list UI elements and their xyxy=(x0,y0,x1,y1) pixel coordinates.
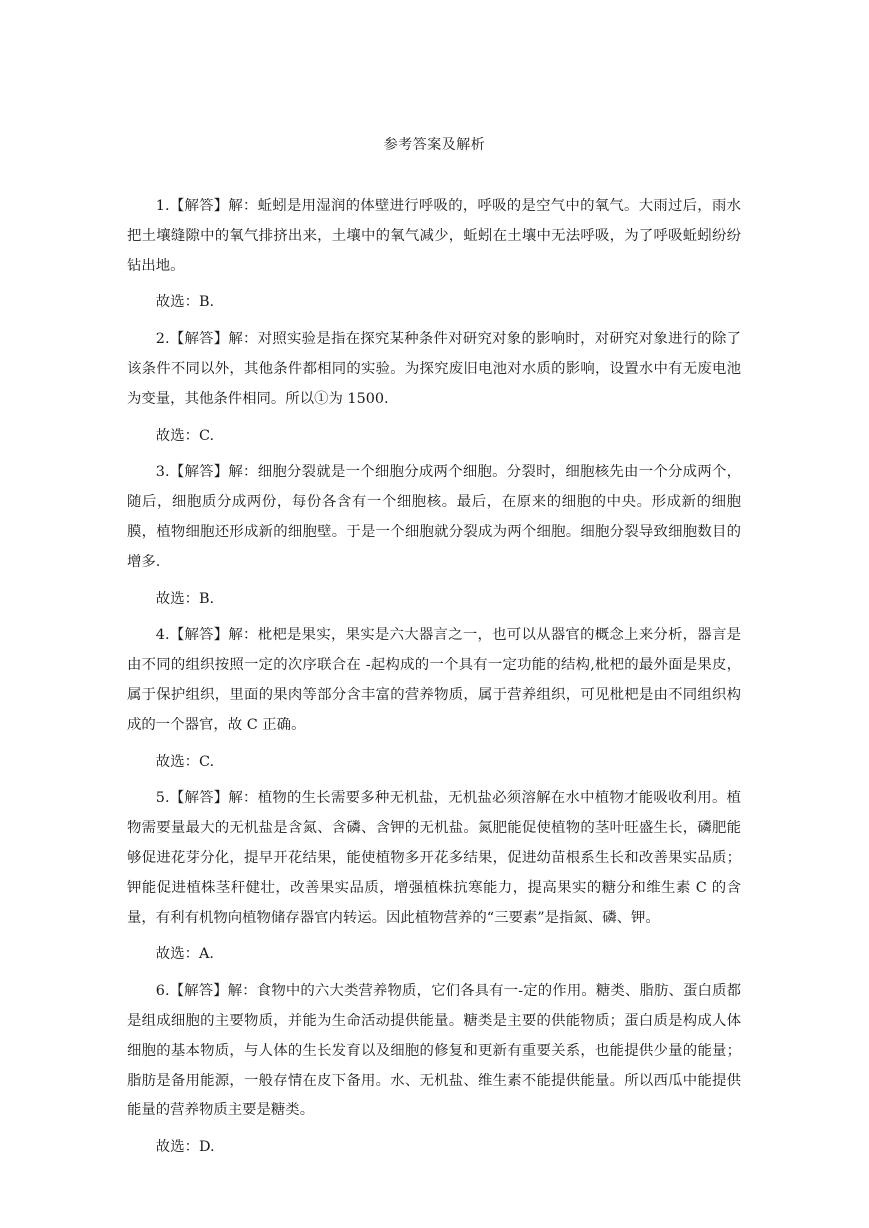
answer-3-explanation: 3.【解答】解：细胞分裂就是一个细胞分成两个细胞。分裂时，细胞核先由一个分成两个，随后，细胞质分成两份，每份各含有一个细胞核。最后，在原来的细胞的中央。形成新的细胞膜，植物细胞还形成新的细胞壁。于是一个细胞就分裂成为两个细胞。细胞分裂导致细胞数目的增多. xyxy=(127,464,741,570)
answer-2-choice: 故选：C. xyxy=(155,427,215,444)
answer-2-explanation: 2.【解答】解：对照实验是指在探究某种条件对研究对象的影响时，对研究对象进行的除了该条件不同以外，其他条件都相同的实验。为探究废旧电池对水质的影响，设置水中有无废电池为变量，其他条件相同。所以①为 1500. xyxy=(127,331,741,407)
answer-3-choice: 故选：B. xyxy=(155,590,215,607)
page-title: 参考答案及解析 xyxy=(383,137,486,153)
answer-4-choice: 故选：C. xyxy=(155,753,215,770)
answer-6-explanation: 6.【解答】解：食物中的六大类营养物质，它们各具有一-定的作用。糖类、脂肪、蛋白质都是组成细胞的主要物质，并能为生命活动提供能量。糖类是主要的供能物质；蛋白质是构成人体细胞的基本物质，与人体的生长发育以及细胞的修复和更新有重要关系，也能提供少量的能量；脂肪是备用能源，一般存情在皮下备用。水、无机盐、维生素不能提供能量。所以西瓜中能提供能量的营养物质主要是糖类。 xyxy=(127,983,741,1119)
answer-5-choice: 故选：A. xyxy=(155,946,214,963)
answers-section xyxy=(127,192,741,1170)
answer-5-explanation: 5.【解答】解：植物的生长需要多种无机盐，无机盐必须溶解在水中植物才能吸收利用。植物需要量最大的无机盐是含氮、含磷、含钾的无机盐。氮肥能促使植物的茎叶旺盛生长，磷肥能够促进花芽分化，提早开花结果，能使植物多开花多结果，促进幼苗根系生长和改善果实品质；钾能促进植株茎秆健壮，改善果实品质，增强植株抗寒能力，提高果实的糖分和维生素 C 的含量，有利有机物向植物储存器官内转运。因此植物营养的“三要素”是指氮、磷、钾。 xyxy=(127,790,741,926)
answer-6-choice: 故选：D. xyxy=(155,1139,215,1156)
answer-1-explanation: 1.【解答】解：蚯蚓是用湿润的体壁进行呼吸的，呼吸的是空气中的氧气。大雨过后，雨水把土壤缝隙中的氧气排挤出来，土壤中的氧气减少，蚯蚓在土壤中无法呼吸，为了呼吸蚯蚓纷纷钻出地。 xyxy=(127,198,741,274)
answer-1-choice: 故选：B. xyxy=(155,294,215,311)
answer-4-explanation: 4.【解答】解：枇杷是果实，果实是六大器言之一，也可以从器官的概念上来分析，器言是由不同的组织按照一定的次序联合在 -起构成的一个具有一定功能的结构,枇杷的最外面是果皮，属于保护组织，里面的果肉等部分含丰富的营养物质，属于营养组织，可见枇杷是由不同组织构成的一个器官，故 C 正确。 xyxy=(127,627,741,733)
